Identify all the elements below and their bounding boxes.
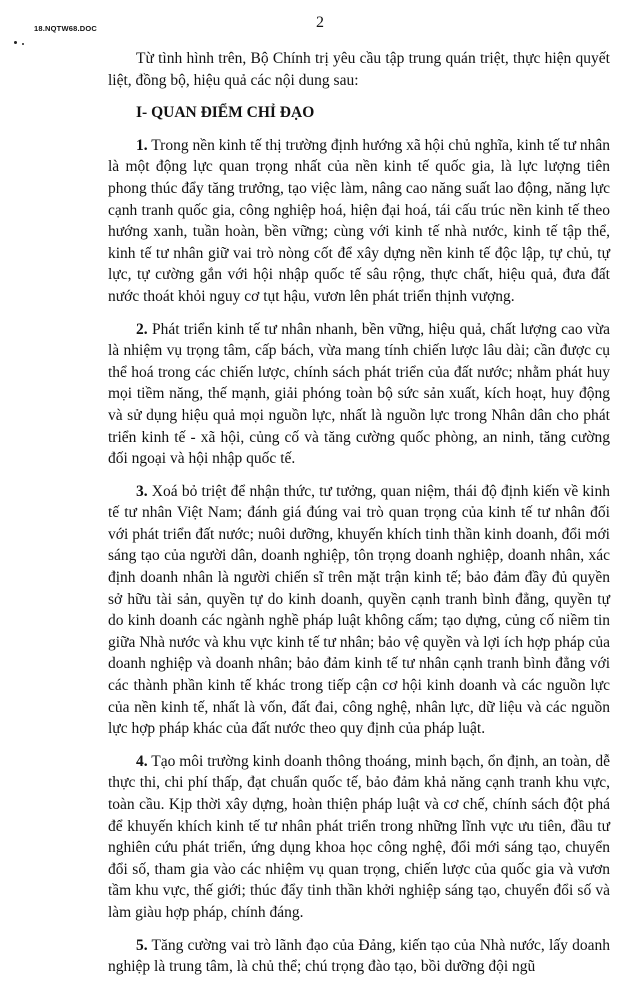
paragraph-1 [108,135,610,308]
document-body [108,48,610,989]
file-reference: 18.NQTW68.DOC [34,24,98,33]
paragraph-number: 4. [136,752,148,770]
paragraph-5 [108,935,610,978]
paragraph-number: 5. [136,936,148,954]
paragraph-text: Phát triển kinh tế tư nhân nhanh, bền vững, hiệu quả, chất lượng cao vừa là nhiệm vụ trọng tâm, cấp bách, vừa mang tính chiến lược lâu dài; cần được cụ thể hoá trong các chiến lược, chính sách phát triển của đất nước; nhằm phát huy mọi tiềm năng, thế mạnh, giải phóng toàn bộ sức sản xuất, kích hoạt, huy động và sử dụng hiệu quả mọi nguồn lực, nhất là nguồn lực trong Nhân dân cho phát triển kinh tế - xã hội, củng cố và tăng cường quốc phòng, an ninh, tăng cường đối ngoại và hội nhập quốc tế. [108,320,610,468]
scan-mark [22,43,24,45]
paragraph-number: 1. [136,136,148,154]
paragraph-3 [108,481,610,740]
paragraph-text: Trong nền kinh tế thị trường định hướng xã hội chủ nghĩa, kinh tế tư nhân là một động lực quan trọng nhất của nền kinh tế quốc gia, là lực lượng tiên phong thúc đẩy tăng trưởng, tạo việc làm, nâng cao năng suất lao động, năng lực cạnh tranh quốc gia, công nghiệp hoá, hiện đại hoá, tái cấu trúc nền kinh tế theo hướng xanh, tuần hoàn, bền vững; cùng với kinh tế nhà nước, kinh tế tập thể, kinh tế tư nhân giữ vai trò nòng cốt để xây dựng nền kinh tế độc lập, tự chủ, tự lực, tự cường gắn với hội nhập quốc tế sâu rộng, thực chất, hiệu quả, đưa đất nước thoát khỏi nguy cơ tụt hậu, vươn lên phát triển thịnh vượng. [108,136,610,305]
paragraph-text: Tăng cường vai trò lãnh đạo của Đảng, kiến tạo của Nhà nước, lấy doanh nghiệp là trung tâm, là chủ thể; chú trọng đào tạo, bồi dưỡng đội ngũ [108,936,610,976]
paragraph-2 [108,319,610,470]
intro-paragraph: Từ tình hình trên, Bộ Chính trị yêu cầu tập trung quán triệt, thực hiện quyết liệt, đồng bộ, hiệu quả các nội dung sau: [108,50,610,89]
section-heading: I- QUAN ĐIỂM CHỈ ĐẠO [136,104,315,122]
scan-mark [14,41,17,44]
paragraph-number: 3. [136,482,148,500]
paragraph-number: 2. [136,320,148,338]
paragraph-4 [108,751,610,924]
paragraph-text: Xoá bỏ triệt để nhận thức, tư tưởng, quan niệm, thái độ định kiến về kinh tế tư nhân Việt Nam; đánh giá đúng vai trò quan trọng của kinh tế tư nhân đối với phát triển đất nước; nuôi dưỡng, khuyến khích tinh thần kinh doanh, đổi mới sáng tạo của người dân, doanh nghiệp, tôn trọng doanh nghiệp, doanh nhân, xác định doanh nhân là người chiến sĩ trên mặt trận kinh tế; bảo đảm đầy đủ quyền sở hữu tài sản, quyền tự do kinh doanh, quyền cạnh tranh bình đẳng, quyền tự do kinh doanh các ngành nghề pháp luật không cấm; tạo dựng, củng cố niềm tin giữa Nhà nước và khu vực kinh tế tư nhân; bảo vệ quyền và lợi ích hợp pháp của doanh nghiệp và doanh nhân; bảo đảm kinh tế tư nhân cạnh tranh bình đẳng với các thành phần kinh tế khác trong tiếp cận cơ hội kinh doanh và các nguồn lực của nền kinh tế, nhất là vốn, đất đai, công nghệ, nhân lực, dữ liệu và các nguồn lực hợp pháp khác của đất nước theo quy định của pháp luật. [108,482,610,738]
page-number: 2 [316,14,324,31]
paragraph-text: Tạo môi trường kinh doanh thông thoáng, minh bạch, ổn định, an toàn, dễ thực thi, chi phí thấp, đạt chuẩn quốc tế, bảo đảm khả năng cạnh tranh khu vực, toàn cầu. Kịp thời xây dựng, hoàn thiện pháp luật và cơ chế, chính sách đột phá để khuyến khích kinh tế tư nhân phát triển trong những lĩnh vực ưu tiên, đầu tư nghiên cứu phát triển, ứng dụng khoa học công nghệ, đổi mới sáng tạo, chuyển đổi số, tham gia vào các nhiệm vụ quan trọng, chiến lược của quốc gia và vươn tầm khu vực, thế giới; thúc đẩy tinh thần khởi nghiệp sáng tạo, chuyển đổi số và làm giàu hợp pháp, chính đáng. [108,752,610,921]
